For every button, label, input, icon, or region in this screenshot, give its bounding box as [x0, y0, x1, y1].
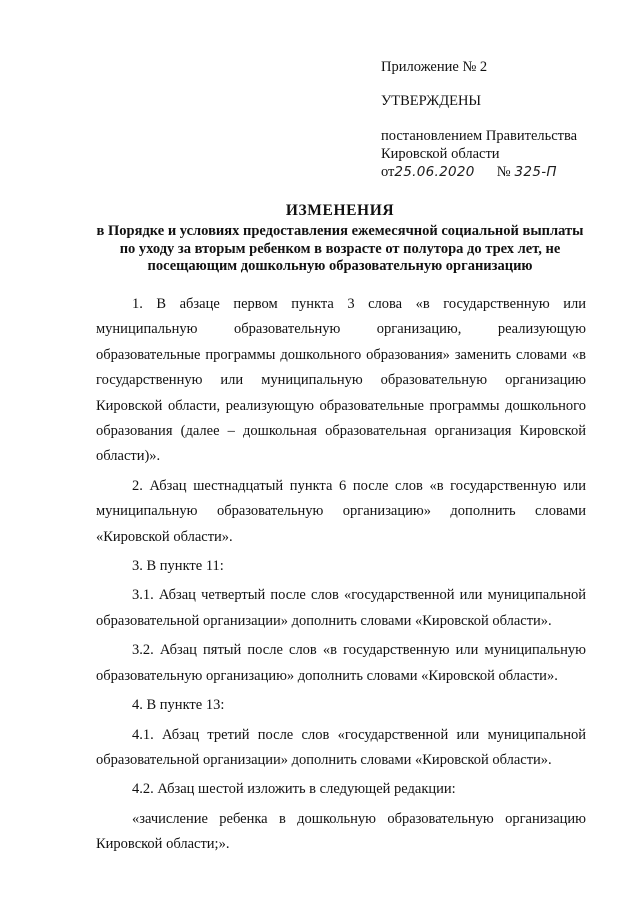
approval-block [381, 58, 621, 181]
date-prefix: от [381, 164, 395, 180]
approved-label: УТВЕРЖДЕНЫ [381, 93, 482, 109]
number-label: № [496, 164, 511, 180]
decree-line-2: Кировской области [381, 146, 500, 162]
paragraph-3-1: 3.1. Абзац четвертый после слов «государственной или муниципальной образовательной организации» дополнить словами «Кировской области». [96, 587, 586, 629]
paragraph-4: 4. В пункте 13: [132, 697, 225, 714]
document-title: ИЗМЕНЕНИЯ [285, 202, 395, 219]
decree-line-1: постановлением Правительства [381, 128, 578, 144]
paragraph-4-1: 4.1. Абзац третий после слов «государственной или муниципальной образовательной организации» дополнить словами «Кировской области». [96, 726, 586, 768]
document-body [96, 292, 586, 858]
paragraph-4-2: 4.2. Абзац шестой изложить в следующей редакции: [132, 781, 456, 798]
document-heading [90, 200, 590, 276]
handwritten-number: 325-П [514, 164, 557, 180]
paragraph-3: 3. В пункте 11: [132, 558, 224, 575]
handwritten-date: 25.06.2020 [394, 164, 475, 180]
paragraph-1: 1. В абзаце первом пункта 3 слова «в государственную или муниципальную образовательную организацию, реализующую образовательные программы дошкольного образования» заменить словами «в государственную или муниципальную образовательную организацию Кировской области, реализующую образовательные программы дошкольного образования (далее – дошкольная образовательная организация Кировской области)». [96, 296, 586, 465]
decree-date-number [381, 163, 621, 181]
document-subtitle: в Порядке и условиях предоставления ежемесячной социальной выплаты по уходу за вторым ребенком в возрасте от полутора до трех лет, не посещающим дошкольную образовательную организацию [96, 223, 584, 274]
paragraph-2: 2. Абзац шестнадцатый пункта 6 после слов «в государственную или муниципальную образовательную организацию» дополнить словами «Кировской области». [96, 477, 586, 545]
appendix-label: Приложение № 2 [381, 59, 488, 75]
paragraph-quote: «зачисление ребенка в дошкольную образовательную организацию Кировской области;». [96, 810, 586, 853]
paragraph-3-2: 3.2. Абзац пятый после слов «в государственную или муниципальную образовательную организацию» дополнить словами «Кировской области». [96, 642, 586, 684]
